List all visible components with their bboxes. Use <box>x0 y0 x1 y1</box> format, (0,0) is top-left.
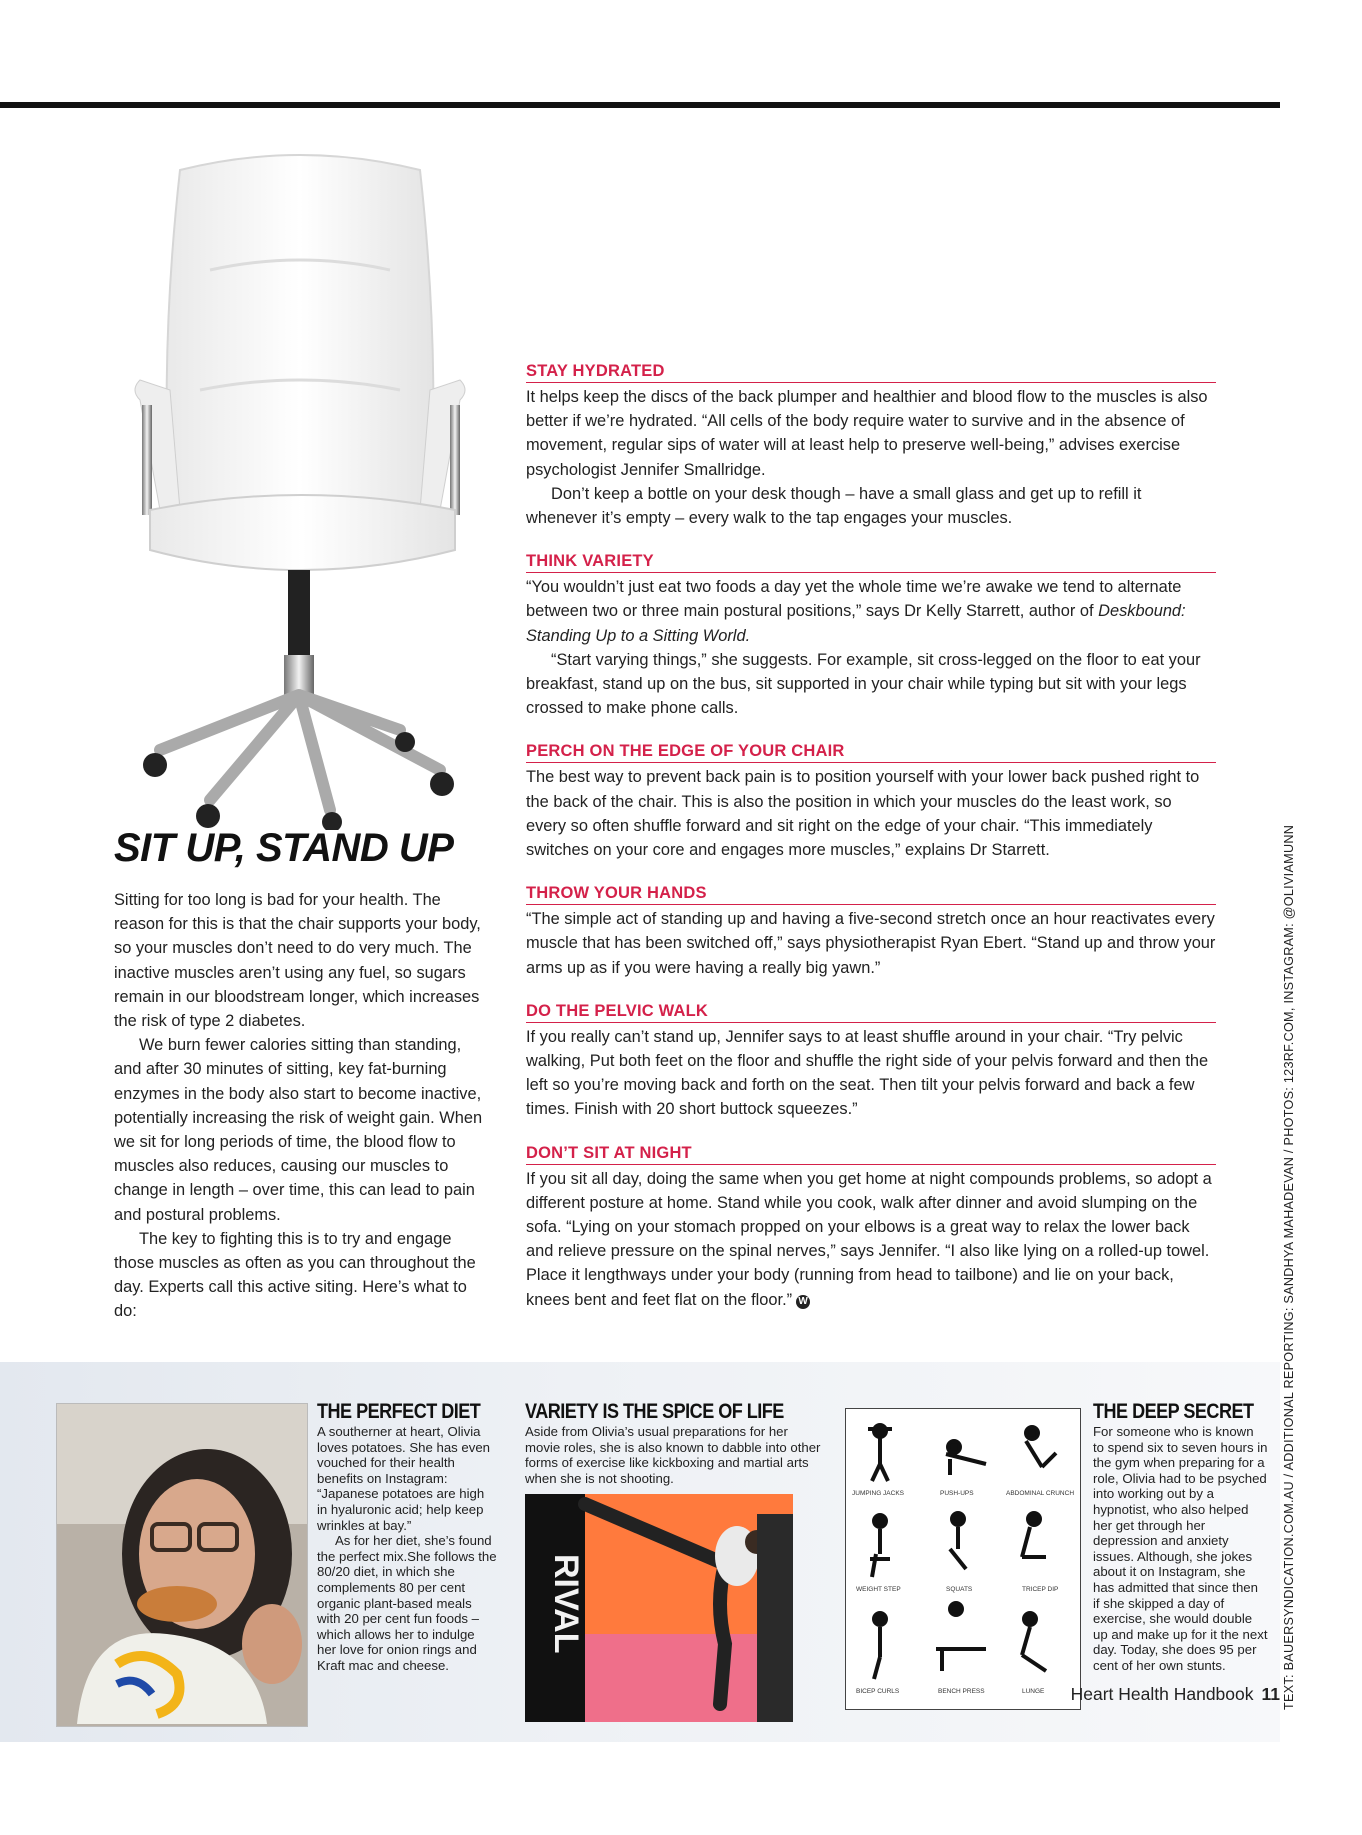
perfect-diet-box <box>317 1400 497 1674</box>
tip-heading: DON’T SIT AT NIGHT <box>526 1144 1216 1165</box>
intro-paragraph: The key to fighting this is to try and engage those muscles as often as you can throughout the day. Experts call this active siting. Here’s what to do: <box>114 1229 476 1321</box>
exercise-label: LUNGE <box>1022 1688 1045 1695</box>
box-paragraph: For someone who is known to spend six to seven hours in the gym when preparing for a role, Olivia had to be psyched into working out by a hypnotist, who also helped her get through her depression and anxiety issues. Although, she jokes about it on Instagram, she has admitted that since then if she skipped a day of exercise, she would double up and make up for it the next day. Today, she does 95 per cent of her own stunts. <box>1093 1424 1268 1673</box>
box-title: THE PERFECT DIET <box>317 1400 481 1423</box>
tip-heading: THINK VARIETY <box>526 552 1216 573</box>
bag-brand-text: RIVAL <box>547 1554 585 1654</box>
photo-credit: TEXT: BAUERSYNDICATION.COM.AU / ADDITIONAL REPORTING: SANDHYA MAHADEVAN / PHOTOS: 123RF.COM, INSTAGRAM: @OLIVIAMUNN <box>1282 824 1296 1710</box>
tip-paragraph: “The simple act of standing up and having a five-second stretch once an hour reactivates every muscle that has been switched off,” says physiotherapist Ryan Ebert. “Stand up and throw your arms up as if you were having a really big yawn.” <box>526 910 1216 977</box>
intro-paragraph: We burn fewer calories sitting than standing, and after 30 minutes of sitting, key fat-burning enzymes in the body also start to become inactive, potentially increasing the risk of weight gain. When we sit for long periods of time, the blood flow to muscles also reduces, causing our muscles to change in length – over time, this can lead to pain and postural problems. <box>114 1036 483 1224</box>
box-paragraph: As for her diet, she’s found the perfect mix.She follows the 80/20 diet, in which she complements 80 per cent organic plant-based meals with 20 per cent fun foods – which allows her to indulge her love for onion rings and Kraft mac and cheese. <box>317 1533 497 1673</box>
exercise-label: SQUATS <box>946 1586 973 1593</box>
exercise-label: TRICEP DIP <box>1022 1586 1059 1593</box>
exercise-label: JUMPING JACKS <box>852 1490 905 1497</box>
exercise-label: BICEP CURLS <box>856 1688 900 1695</box>
tip-text: If you sit all day, doing the same when you get home at night compounds problems, so adopt a different posture at home. Stand while you cook, walk after dinner and avoid slumping on the sofa. “Lying on your stomach propped on your elbows is a great way to relax the lower back and relieve pressure on the spinal nerves,” says Jennifer. “I also like lying on a rolled-up towel. Place it lengthways under your body (running from head to tailbone) and lie on your back, knees bent and feet flat on the floor.” <box>526 1169 1212 1309</box>
tip-perch-edge <box>526 742 1216 862</box>
tip-heading: DO THE PELVIC WALK <box>526 1002 1216 1023</box>
page-footer <box>1050 1684 1280 1705</box>
tip-heading: THROW YOUR HANDS <box>526 884 1216 905</box>
variety-box <box>525 1400 825 1486</box>
exercise-label: BENCH PRESS <box>938 1688 985 1695</box>
olivia-eating-photo <box>56 1403 308 1727</box>
end-mark-icon: W <box>796 1295 810 1309</box>
intro-text <box>114 888 486 1324</box>
top-rule <box>0 102 1280 108</box>
tip-text: “You wouldn’t just eat two foods a day yet the whole time we’re awake we tend to alternate between two or three main postural positions,” says Dr Kelly Starrett, author of <box>526 578 1182 621</box>
office-chair-image <box>120 150 480 830</box>
tips-column <box>526 362 1216 1334</box>
tip-paragraph: Don’t keep a bottle on your desk though – have a small glass and get up to refill it whenever it’s empty – every walk to the tap engages your muscles. <box>526 484 1142 528</box>
box-paragraph: Aside from Olivia’s usual preparations for her movie roles, she is also known to dabble into other forms of exercise like kickboxing and martial arts when she is not shooting. <box>525 1424 821 1486</box>
box-title: THE DEEP SECRET <box>1093 1400 1254 1423</box>
tip-heading: PERCH ON THE EDGE OF YOUR CHAIR <box>526 742 1216 763</box>
box-title: VARIETY IS THE SPICE OF LIFE <box>525 1400 784 1423</box>
tip-paragraph: If you really can’t stand up, Jennifer says to at least shuffle around in your chair. “Try pelvic walking, Put both feet on the floor and shuffle the right side of your pelvis forward and then the left so you’re moving back and forth on the seat. Then tilt your pelvis forward and back a few times. Finish with 20 short buttock squeezes.” <box>526 1027 1209 1119</box>
exercise-chart <box>845 1408 1081 1710</box>
page-number: 11 <box>1261 1684 1280 1704</box>
tip-dont-sit-night <box>526 1144 1216 1312</box>
tip-throw-hands <box>526 884 1216 980</box>
exercise-label: PUSH-UPS <box>940 1490 974 1497</box>
book-title: Deskbound: Standing Up to a Sitting World. <box>526 602 1186 645</box>
deep-secret-box <box>1093 1400 1268 1674</box>
tip-pelvic-walk <box>526 1002 1216 1122</box>
kickboxing-photo <box>525 1494 793 1722</box>
box-paragraph: A southerner at heart, Olivia loves potatoes. She has even vouched for their health benefits on Instagram: “Japanese potatoes are high in hyaluronic acid; help keep wrinkles at bay.” <box>317 1424 491 1533</box>
tip-paragraph: The best way to prevent back pain is to position yourself with your lower back pushed right to the back of the chair. This is also the position in which your muscles do the least work, so every so often shuffle forward and sit right on the edge of your chair. “This immediately switches on your core and engages more muscles,” explains Dr Starrett. <box>526 768 1200 860</box>
tip-paragraph: “Start varying things,” she suggests. For example, sit cross-legged on the floor to eat your breakfast, stand up on the bus, sit supported in your chair while typing but sit with your legs crossed to make phone calls. <box>526 650 1201 718</box>
tip-paragraph: It helps keep the discs of the back plumper and healthier and blood flow to the muscles is also better if we’re hydrated. “All cells of the body require water to survive and in the absence of movement, regular sips of water will at least help to preserve well-being,” advises exercise psychologist Jennifer Smallridge. <box>526 388 1208 479</box>
exercise-label: ABDOMINAL CRUNCH <box>1006 1490 1075 1497</box>
tip-heading: STAY HYDRATED <box>526 362 1216 383</box>
tip-think-variety <box>526 552 1216 720</box>
tip-paragraph <box>526 1167 1216 1312</box>
article-title: SIT UP, STAND UP <box>114 826 454 870</box>
intro-paragraph: Sitting for too long is bad for your health. The reason for this is that the chair supports your body, so your muscles don’t need to do very much. The inactive muscles aren’t using any fuel, so sugars remain in our bloodstream longer, which increases the risk of type 2 diabetes. <box>114 891 481 1031</box>
tip-paragraph <box>526 575 1216 648</box>
exercise-label: WEIGHT STEP <box>856 1586 901 1593</box>
tip-stay-hydrated <box>526 362 1216 530</box>
publication-title: Heart Health Handbook <box>1070 1684 1254 1704</box>
